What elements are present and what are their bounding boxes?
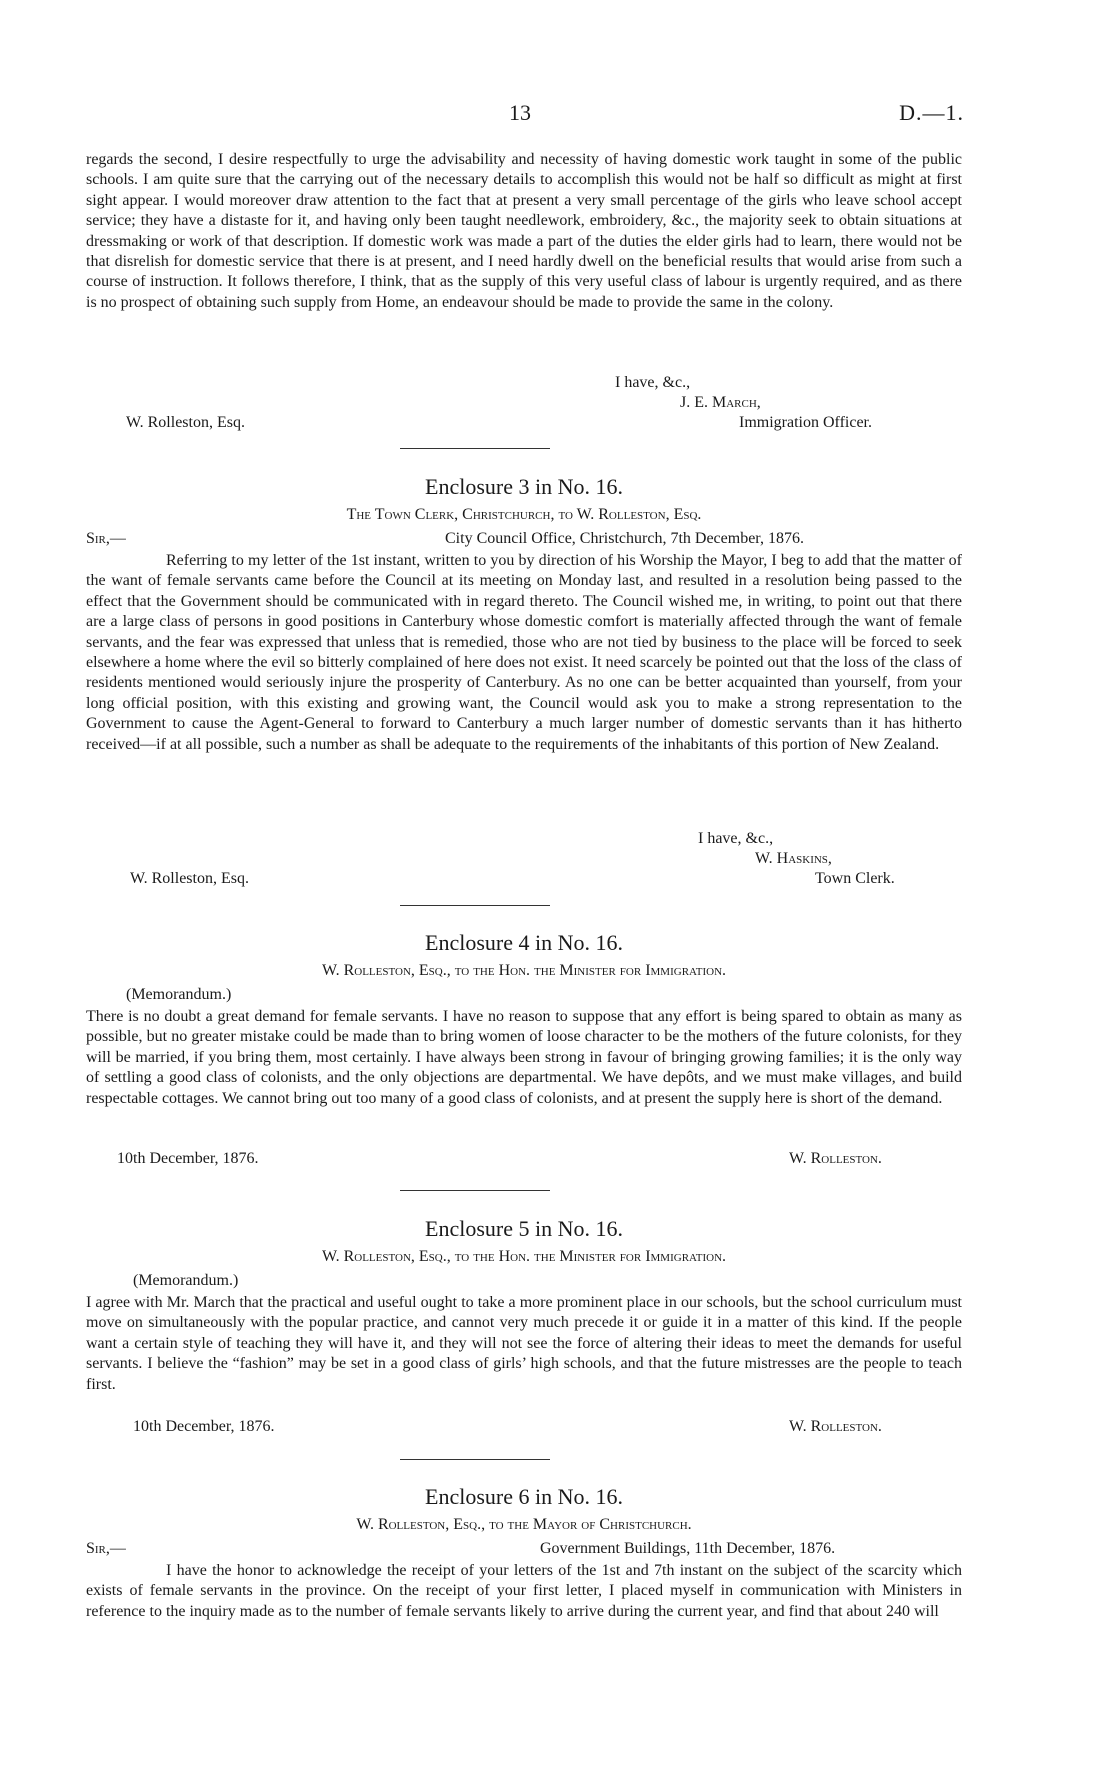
- enclosure-3-addressee: W. Rolleston, Esq.: [130, 870, 249, 887]
- enclosure-6-title: Enclosure 6 in No. 16.: [425, 1484, 623, 1509]
- intro-signature: J. E. March,: [680, 394, 761, 411]
- enclosure-3-title: Enclosure 3 in No. 16.: [425, 474, 623, 499]
- document-reference: D.—1.: [899, 100, 964, 125]
- enclosure-3-closing: I have, &c.,: [698, 830, 774, 847]
- enclosure-5-date: 10th December, 1876.: [133, 1418, 275, 1435]
- enclosure-4-signature: W. Rolleston.: [789, 1150, 882, 1167]
- enclosure-4-paragraph: There is no doubt a great demand for female servants. I have no reason to suppose that any effort is being spared to obtain as many as possible, but no greater mistake could be made than to bring women of loose character to be the mothers of the future colonists, for they will be married, if you bring them, most certainly. I have always been strong in favour of bringing growing families; it is the only way of settling a good class of colonists, and the only objections are departmental. We have depôts, and we must make villages, and build respectable cottages. We cannot bring out too many of a good class of colonists, and at present the supply here is short of the demand.: [86, 1008, 962, 1107]
- intro-signatory-title: Immigration Officer.: [739, 414, 872, 431]
- enclosure-4-date: 10th December, 1876.: [117, 1150, 259, 1167]
- enclosure-6-subtitle: W. Rolleston, Esq., to the Mayor of Christchurch.: [356, 1516, 692, 1533]
- enclosure-3-subtitle: The Town Clerk, Christchurch, to W. Rolleston, Esq.: [346, 506, 702, 523]
- enclosure-6-salutation: Sir,—: [86, 1540, 126, 1557]
- section-divider: [400, 1190, 550, 1191]
- enclosure-3-paragraph: Referring to my letter of the 1st instant, written to you by direction of his Worship the Mayor, I beg to add that the matter of the want of female servants came before the Council at its meeting on Monday last, and resulted in a resolution being passed to the effect that the Government should be communicated with in regard thereto. The Council wished me, in writing, to point out that there are a large class of persons in good positions in Canterbury whose domestic comfort is materially affected through the want of female servants, and the fear was expressed that unless that is remedied, those who are not tied by business to the place will be forced to seek elsewhere a home where the evil so bitterly complained of here does not exist. It need scarcely be pointed out that the loss of the class of residents mentioned would seriously injure the prosperity of Canterbury. As no one can be better acquainted than yourself, from your long official position, with this existing and growing want, the Council would ask you to make a strong representation to the Government to cause the Agent-General to forward to Canterbury a much larger number of domestic servants than it has hitherto received—if at all possible, such a number as shall be adequate to the requirements of the inhabitants of this portion of New Zealand.: [86, 552, 962, 753]
- enclosure-4-title: Enclosure 4 in No. 16.: [425, 930, 623, 955]
- enclosure-3-dateline: City Council Office, Christchurch, 7th December, 1876.: [445, 530, 804, 547]
- intro-paragraph: regards the second, I desire respectfully to urge the advisability and necessity of having domestic work taught in some of the public schools. I am quite sure that the carrying out of the necessary details to accomplish this would not be half so difficult as might at first sight appear. I would moreover draw attention to the fact that at present a very small percentage of the girls who leave school accept service; they have a distaste for it, and having only been taught needlework, embroidery, &c., the majority seek to obtain situations at dressmaking or work of that description. If domestic work was made a part of the duties the elder girls had to learn, there would not be that disrelish for domestic service that there is at present, and I need hardly dwell on the beneficial results that would arise from such a course of instruction. It follows therefore, I think, that as the supply of this very useful class of labour is urgently required, and as there is no prospect of obtaining such supply from Home, an endeavour should be made to provide the same in the colony.: [86, 151, 962, 311]
- enclosure-6-body: [86, 1561, 962, 1622]
- enclosure-5-subtitle: W. Rolleston, Esq., to the Hon. the Minister for Immigration.: [321, 1248, 727, 1265]
- enclosure-3-salutation: Sir,—: [86, 530, 126, 547]
- enclosure-3-signature: W. Haskins,: [755, 850, 832, 867]
- section-divider: [400, 1459, 550, 1460]
- enclosure-4-memo-label: (Memorandum.): [126, 986, 232, 1003]
- enclosure-5-memo-label: (Memorandum.): [133, 1272, 239, 1289]
- enclosure-6-dateline: Government Buildings, 11th December, 1876.: [540, 1540, 836, 1557]
- enclosure-6-paragraph: I have the honor to acknowledge the receipt of your letters of the 1st and 7th instant on the subject of the scarcity which exists of female servants in the province. On the receipt of your first letter, I placed myself in communication with Ministers in reference to the inquiry made as to the number of female servants likely to arrive during the current year, and find that about 240 will: [86, 1562, 962, 1620]
- intro-addressee: W. Rolleston, Esq.: [126, 414, 245, 431]
- intro-closing: I have, &c.,: [615, 374, 691, 391]
- enclosure-5-title: Enclosure 5 in No. 16.: [425, 1216, 623, 1241]
- enclosure-5-body: [86, 1293, 962, 1395]
- enclosure-4-subtitle: W. Rolleston, Esq., to the Hon. the Minister for Immigration.: [321, 962, 727, 979]
- intro-letter: [86, 150, 962, 313]
- page-header: [0, 100, 1114, 130]
- enclosure-5-signature: W. Rolleston.: [789, 1418, 882, 1435]
- enclosure-3-signatory-title: Town Clerk.: [815, 870, 895, 887]
- page-number: 13: [509, 100, 531, 125]
- enclosure-3-body: [86, 551, 962, 755]
- section-divider: [400, 905, 550, 906]
- enclosure-5-paragraph: I agree with Mr. March that the practical and useful ought to take a more prominent place in our schools, but the school curriculum must move on simultaneously with the popular practice, and cannot very much precede it or guide it in a matter of this kind. If the people want a certain style of teaching they will have it, and they will not see the force of altering their ideas to meet the demands for useful servants. I believe the “fashion” may be set in a good class of girls’ high schools, and that the future mistresses are the people to teach first.: [86, 1294, 962, 1393]
- section-divider: [400, 448, 550, 449]
- enclosure-4-body: [86, 1007, 962, 1109]
